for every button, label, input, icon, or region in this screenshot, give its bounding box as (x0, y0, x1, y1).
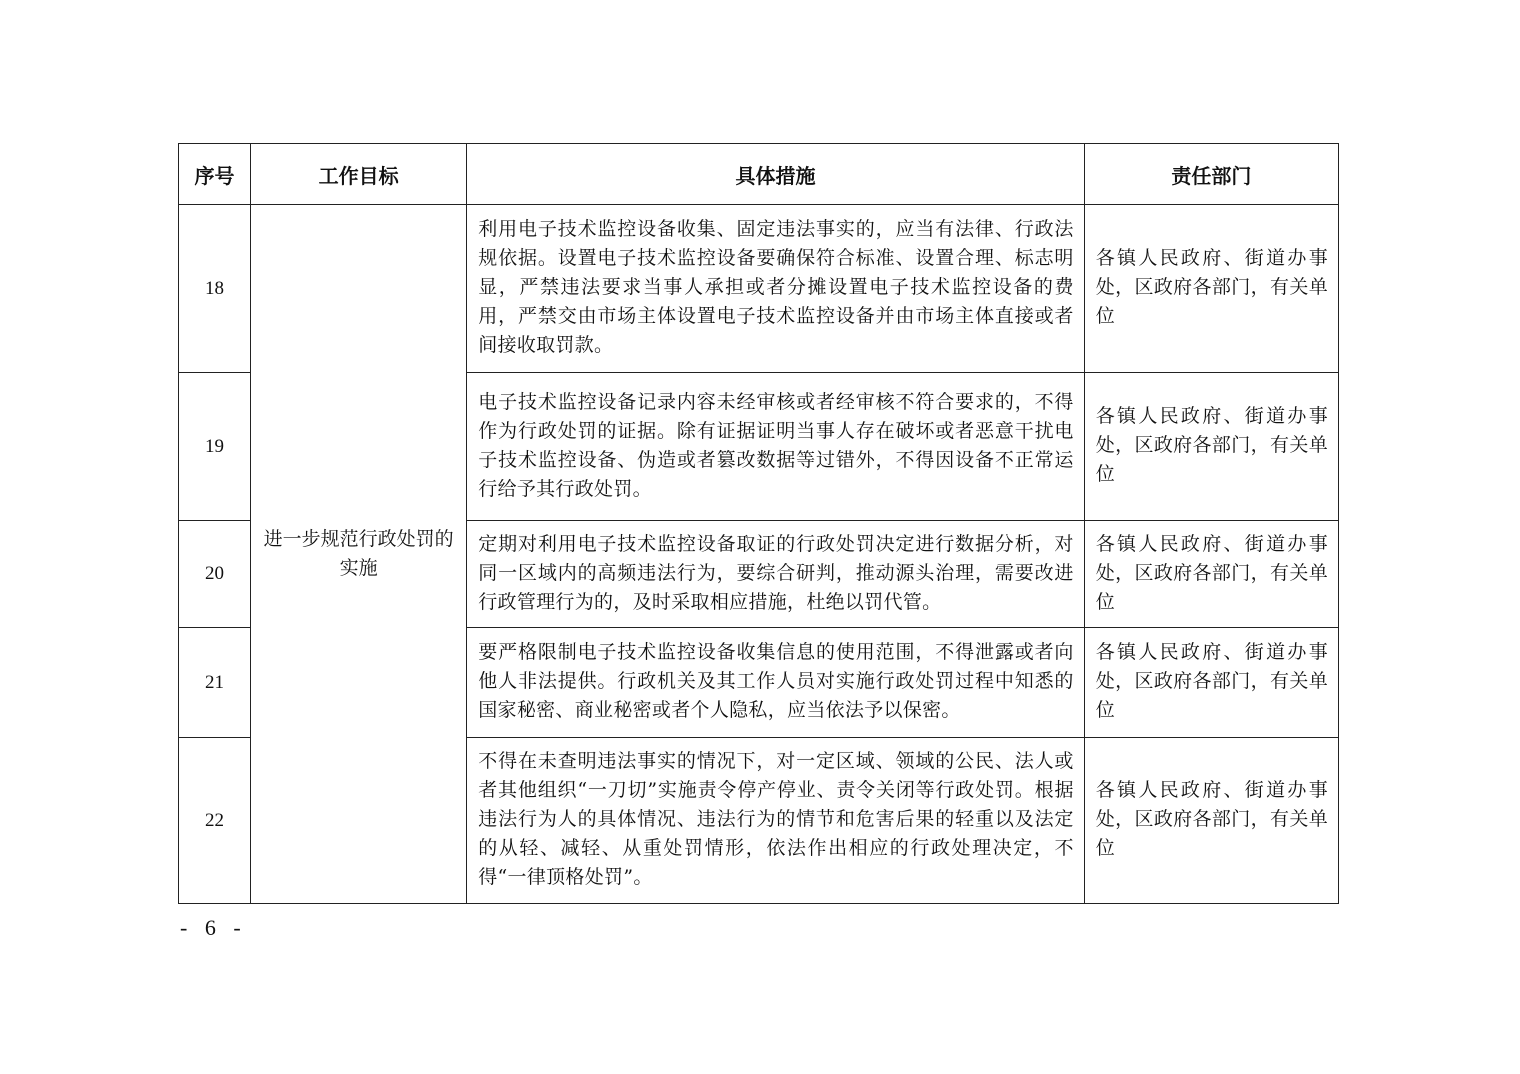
responsible-dept: 各镇人民政府、街道办事处，区政府各部门，有关单位 (1084, 628, 1338, 738)
header-dept: 责任部门 (1084, 144, 1338, 205)
row-number: 22 (179, 738, 251, 904)
row-number: 18 (179, 205, 251, 373)
measures-table (178, 143, 1339, 904)
header-no: 序号 (179, 144, 251, 205)
table-row (179, 205, 1339, 373)
responsible-dept: 各镇人民政府、街道办事处，区政府各部门，有关单位 (1084, 205, 1338, 373)
table-header-row (179, 144, 1339, 205)
responsible-dept: 各镇人民政府、街道办事处，区政府各部门，有关单位 (1084, 373, 1338, 521)
page-number: - 6 - (180, 915, 247, 940)
row-number: 21 (179, 628, 251, 738)
measure-text: 要严格限制电子技术监控设备收集信息的使用范围，不得泄露或者向他人非法提供。行政机关及其工作人员对实施行政处罚过程中知悉的国家秘密、商业秘密或者个人隐私，应当依法予以保密。 (467, 628, 1085, 738)
work-goal: 进一步规范行政处罚的实施 (251, 205, 467, 904)
responsible-dept: 各镇人民政府、街道办事处，区政府各部门，有关单位 (1084, 521, 1338, 628)
row-number: 20 (179, 521, 251, 628)
measure-text: 不得在未查明违法事实的情况下，对一定区域、领域的公民、法人或者其他组织“一刀切”实施责令停产停业、责令关闭等行政处罚。根据违法行为人的具体情况、违法行为的情节和危害后果的轻重以及法定的从轻、减轻、从重处罚情形，依法作出相应的行政处理决定，不得“一律顶格处罚”。 (467, 738, 1085, 904)
header-measure: 具体措施 (467, 144, 1085, 205)
measure-text: 定期对利用电子技术监控设备取证的行政处罚决定进行数据分析，对同一区域内的高频违法行为，要综合研判，推动源头治理，需要改进行政管理行为的，及时采取相应措施，杜绝以罚代管。 (467, 521, 1085, 628)
responsible-dept: 各镇人民政府、街道办事处，区政府各部门，有关单位 (1084, 738, 1338, 904)
measure-text: 利用电子技术监控设备收集、固定违法事实的，应当有法律、行政法规依据。设置电子技术监控设备要确保符合标准、设置合理、标志明显，严禁违法要求当事人承担或者分摊设置电子技术监控设备的费用，严禁交由市场主体设置电子技术监控设备并由市场主体直接或者间接收取罚款。 (467, 205, 1085, 373)
row-number: 19 (179, 373, 251, 521)
header-goal: 工作目标 (251, 144, 467, 205)
measure-text: 电子技术监控设备记录内容未经审核或者经审核不符合要求的，不得作为行政处罚的证据。除有证据证明当事人存在破坏或者恶意干扰电子技术监控设备、伪造或者篡改数据等过错外，不得因设备不正常运行给予其行政处罚。 (467, 373, 1085, 521)
